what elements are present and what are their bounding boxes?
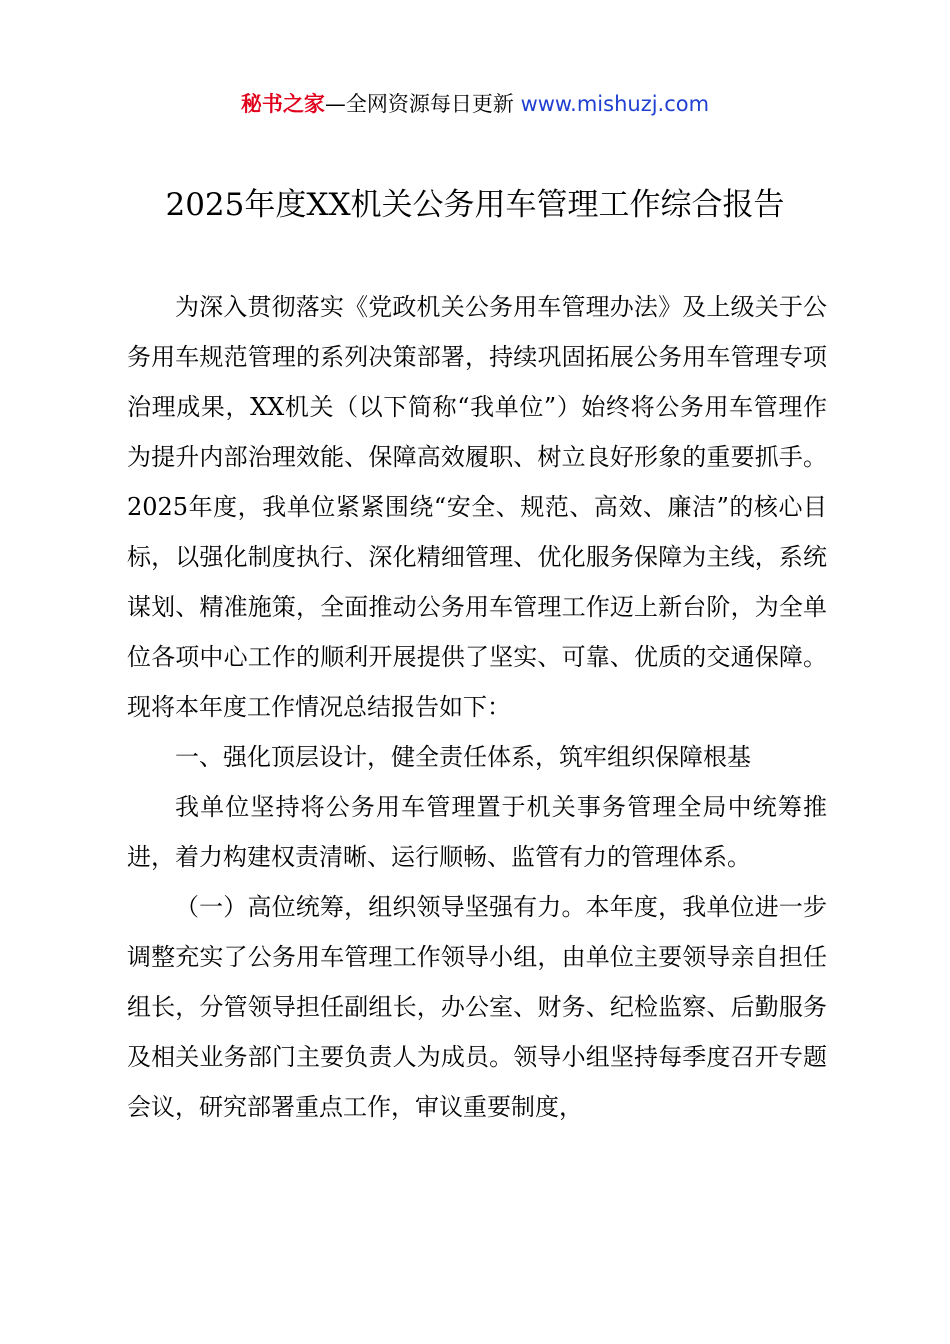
section-1-paragraph: 我单位坚持将公务用车管理置于机关事务管理全局中统筹推进，着力构建权责清晰、运行顺畅、监管有力的管理体系。	[127, 793, 827, 871]
section-heading-1: 一、强化顶层设计，健全责任体系，筑牢组织保障根基	[175, 743, 751, 771]
document-title: 2025年度XX机关公务用车管理工作综合报告	[165, 187, 785, 223]
document-body	[127, 282, 827, 1132]
intro-paragraph: 为深入贯彻落实《党政机关公务用车管理办法》及上级关于公务用车规范管理的系列决策部署，持续巩固拓展公务用车管理专项治理成果，XX机关（以下简称“我单位”）始终将公务用车管理作为提升内部治理效能、保障高效履职、树立良好形象的重要抓手。2025年度，我单位紧紧围绕“安全、规范、高效、廉洁”的核心目标，以强化制度执行、深化精细管理、优化服务保障为主线，系统谋划、精准施策，全面推动公务用车管理工作迈上新台阶，为全单位各项中心工作的顺利开展提供了坚实、可靠、优质的交通保障。现将本年度工作情况总结报告如下：	[127, 293, 827, 721]
site-header	[0, 88, 950, 120]
subsection-1-paragraph: （一）高位统筹，组织领导坚强有力。本年度，我单位进一步调整充实了公务用车管理工作领导小组，由单位主要领导亲自担任组长，分管领导担任副组长，办公室、财务、纪检监察、后勤服务及相关业务部门主要负责人为成员。领导小组坚持每季度召开专题会议，研究部署重点工作，审议重要制度，	[127, 893, 827, 1121]
site-brand: 秘书之家	[240, 92, 325, 116]
site-tagline: —全网资源每日更新	[324, 92, 521, 116]
site-url-link[interactable]: www.mishuzj.com	[520, 92, 710, 116]
